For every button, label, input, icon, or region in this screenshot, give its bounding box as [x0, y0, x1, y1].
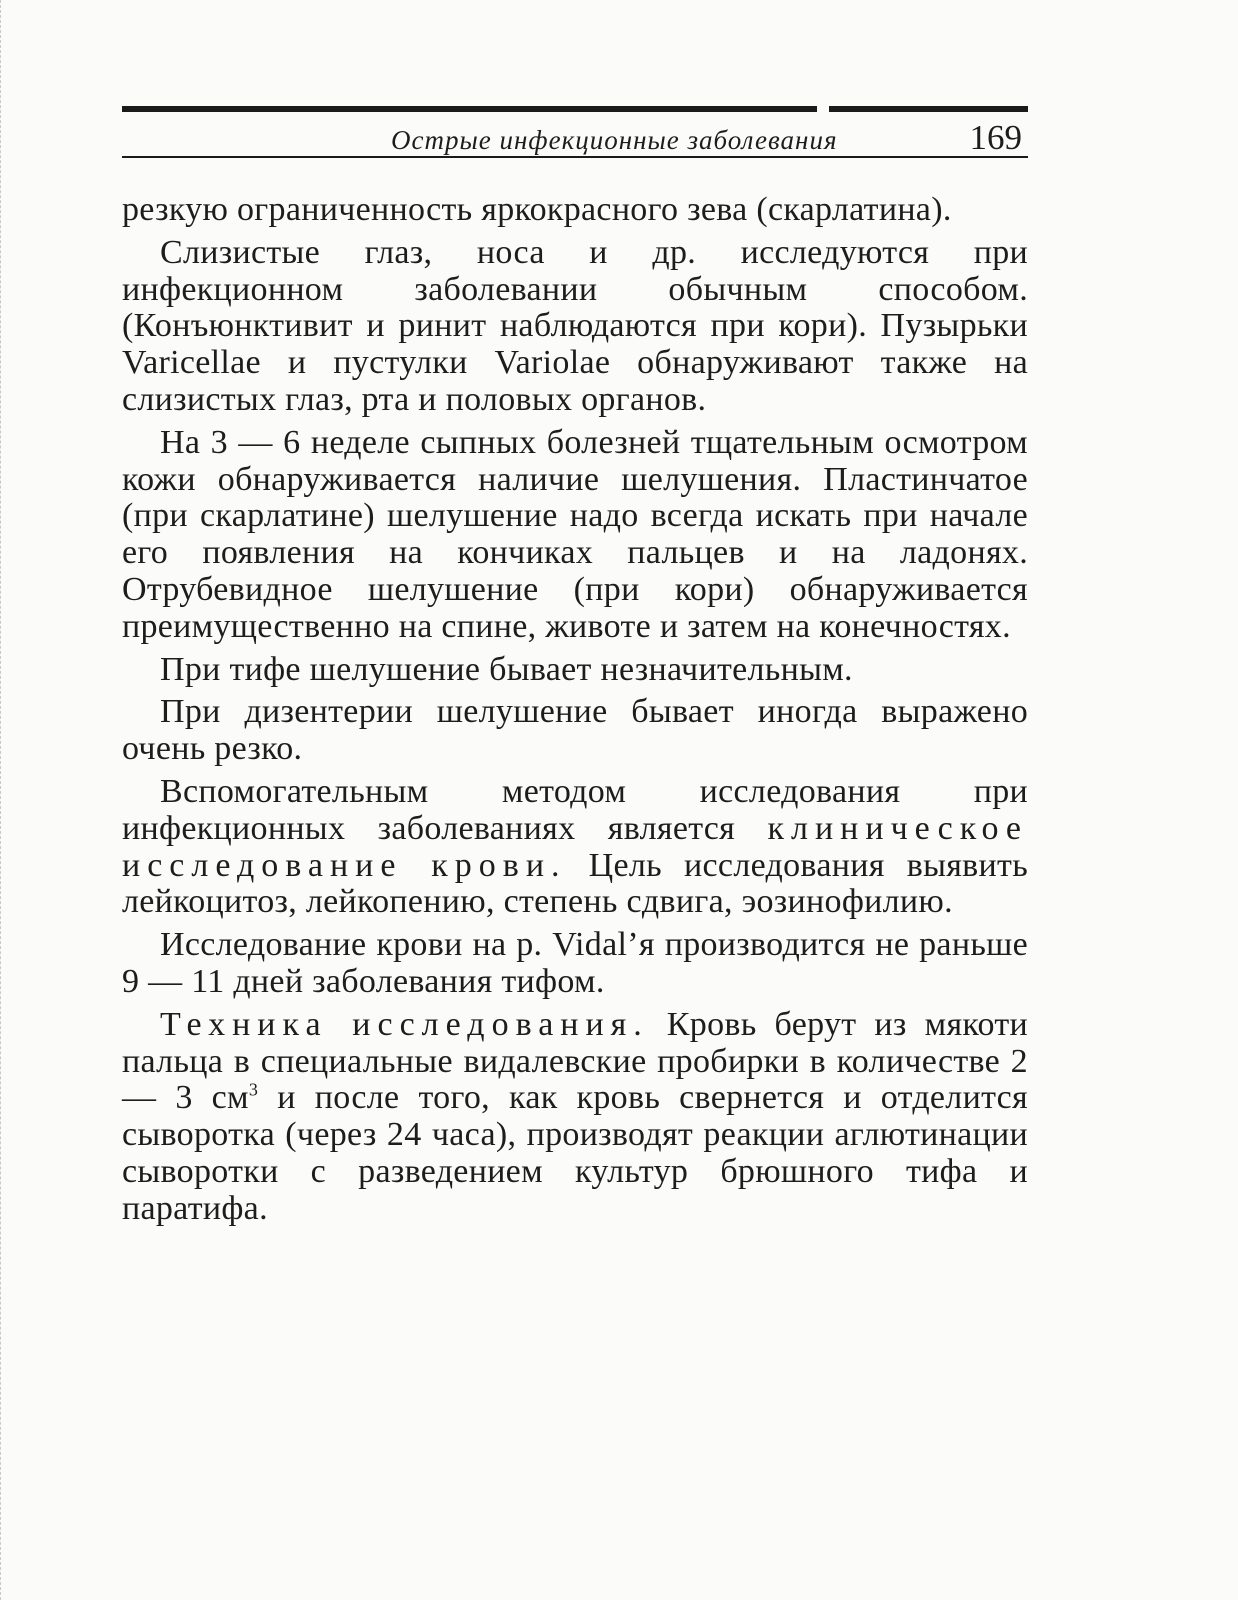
paragraph: Техника исследования. Кровь берут из мякоти пальца в специальные видалевские пробирки в количестве 2 — 3 $см^3$ и после того, как кровь свернется и отделится сыворотка (через 24 часа), производят реакции аглютинации сыворотки с разведением культур брюшного тифа и паратифа. [122, 1005, 1028, 1227]
paragraph: резкую ограниченность яркокрасного зева (скарлатина). [122, 191, 952, 228]
running-header [122, 112, 1028, 156]
page-edge [0, 0, 11, 1600]
page-number: 169 [969, 118, 1022, 157]
paragraph: При дизентерии шелушение бывает иногда выражено очень резко. [122, 693, 1028, 768]
emphasis: клиническое исследование крови. [122, 809, 1028, 884]
paragraph: При тифе шелушение бывает незначительным. [160, 650, 853, 688]
header-bottom-rule [122, 156, 1028, 158]
emphasis: Техника исследования. [160, 1005, 649, 1043]
book-page [122, 106, 1028, 1234]
paragraph: Слизистые глаз, носа и др. исследуются при инфекционном заболевании обычным способом. (Конъюнктивит и ринит наблюдаются при кори). Пузырьки Varicellae и пустулки Variolae обнаруживают также на слизистых глаз, рта и половых органов. [122, 233, 1028, 418]
superscript: 3 [248, 1080, 259, 1100]
paragraph: Вспомогательным методом исследования при инфекционных заболеваниях является клиническое исследование крови. Цель исследования выявить лейкоцитоз, лейкопению, степень сдвига, эозинофилию. [122, 772, 1028, 921]
header-top-rule [122, 106, 1028, 112]
paragraph: Исследование крови на р. Vidal’я производится не раньше 9 — 11 дней заболевания тифом. [122, 926, 1028, 1000]
running-title: Острые инфекционные заболевания [391, 125, 838, 155]
body-text [122, 192, 1028, 1228]
paragraph: На 3 — 6 неделе сыпных болезней тщательным осмотром кожи обнаруживается наличие шелушения. Пластинчатое (при скарлатине) шелушение надо всегда искать при начале его появления на кончиках пальцев и на ладонях. Отрубевидное шелушение (при кори) обнаруживается преимущественно на спине, животе и затем на конечностях. [122, 423, 1028, 645]
